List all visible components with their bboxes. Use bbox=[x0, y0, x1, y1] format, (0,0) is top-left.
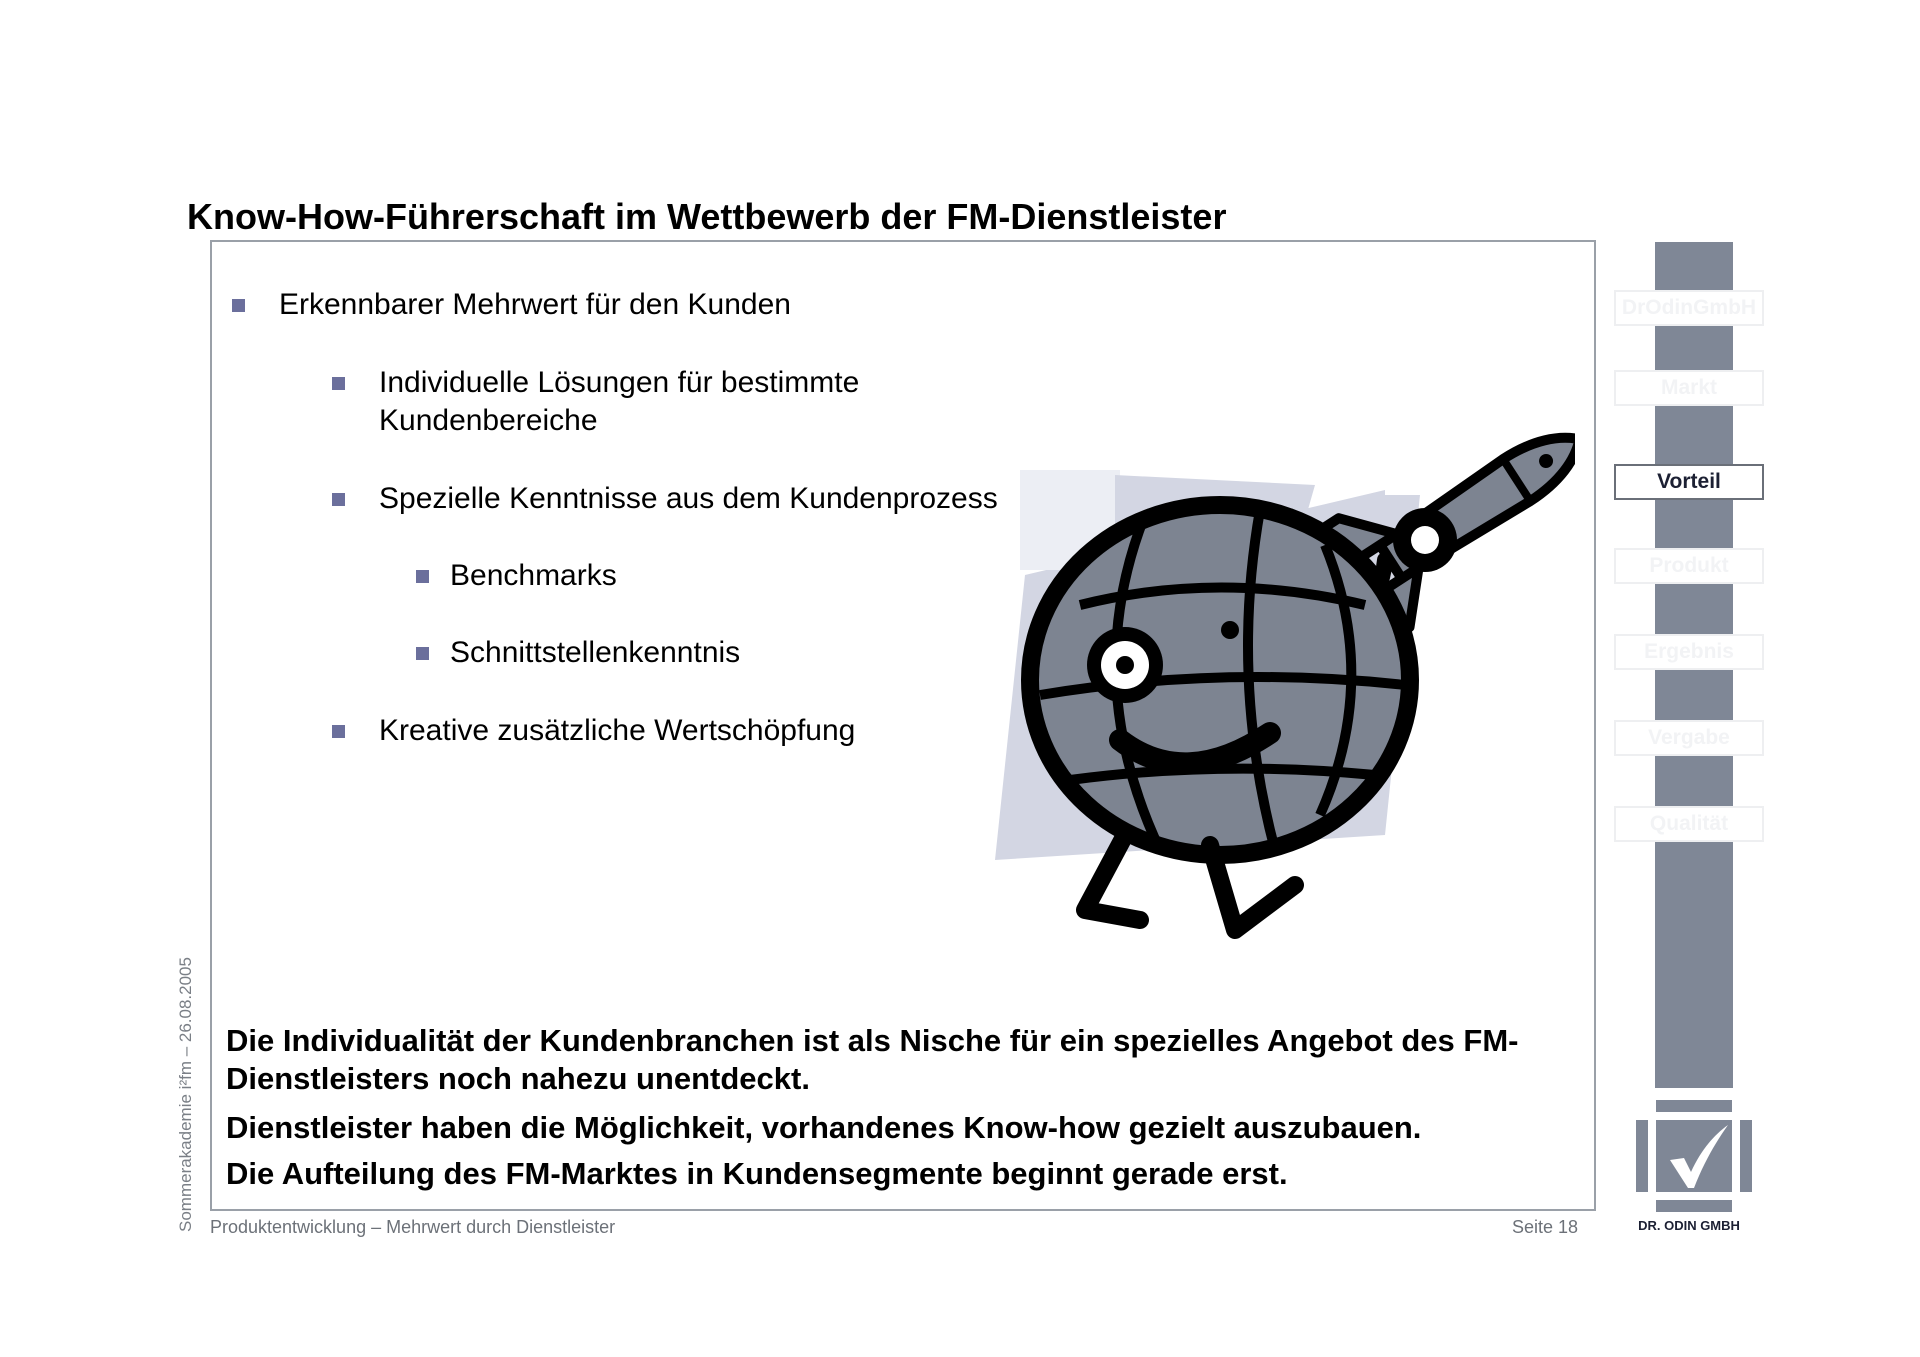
bullet-mehrwert bbox=[279, 286, 791, 324]
logo-text: DR. ODIN GMBH bbox=[1638, 1218, 1740, 1233]
bullet-text: Schnittstellenkenntnis bbox=[450, 636, 741, 669]
side-date-text: Sommerakademie i²fm – 26.08.2005 bbox=[176, 957, 195, 1232]
nav-item-vorteil[interactable]: Vorteil bbox=[1614, 464, 1764, 500]
globe-with-rocket-icon bbox=[985, 395, 1575, 945]
checkmark-icon bbox=[1636, 1100, 1752, 1212]
summary-line-4: Die Aufteilung des FM-Marktes in Kundensegmente beginnt gerade erst. bbox=[226, 1156, 1288, 1191]
bullet-square-icon bbox=[332, 377, 345, 390]
bullet-text-line1: Individuelle Lösungen für bestimmte bbox=[379, 366, 860, 399]
bullet-square-icon bbox=[332, 725, 345, 738]
bullet-schnittstellen bbox=[450, 634, 740, 672]
bullet-kenntnisse bbox=[379, 480, 998, 518]
summary-line-2: Dienstleisters noch nahezu unentdeckt. bbox=[226, 1061, 810, 1096]
bullet-square-icon bbox=[232, 299, 245, 312]
bullet-text: Kreative zusätzliche Wertschöpfung bbox=[379, 714, 856, 747]
bullet-loesungen bbox=[379, 364, 859, 440]
nav-item-vergabe[interactable]: Vergabe bbox=[1614, 720, 1764, 756]
nav-item-markt[interactable]: Markt bbox=[1614, 370, 1764, 406]
slide-title: Know-How-Führerschaft im Wettbewerb der FM-Dienstleister bbox=[187, 196, 1227, 237]
nav-item-drodingmbh[interactable]: DrOdinGmbH bbox=[1614, 290, 1764, 326]
bullet-text: Spezielle Kenntnisse aus dem Kundenprozess bbox=[379, 482, 998, 515]
bullet-wertschoepfung bbox=[379, 712, 855, 750]
bullet-benchmarks bbox=[450, 557, 617, 595]
bullet-square-icon bbox=[332, 493, 345, 506]
summary-line-3: Dienstleister haben die Möglichkeit, vorhandenes Know-how gezielt auszubauen. bbox=[226, 1110, 1422, 1145]
bullet-square-icon bbox=[416, 570, 429, 583]
nav-item-qualitaet[interactable]: Qualität bbox=[1614, 806, 1764, 842]
page-number: Seite 18 bbox=[1512, 1217, 1579, 1237]
footer-title: Produktentwicklung – Mehrwert durch Dienstleister bbox=[210, 1217, 616, 1237]
summary-line-1: Die Individualität der Kundenbranchen ist als Nische für ein spezielles Angebot des FM- bbox=[226, 1023, 1519, 1058]
bullet-square-icon bbox=[416, 647, 429, 660]
nav-item-produkt[interactable]: Produkt bbox=[1614, 548, 1764, 584]
bullet-text: Erkennbarer Mehrwert für den Kunden bbox=[279, 288, 791, 321]
bullet-text: Benchmarks bbox=[450, 559, 617, 592]
nav-item-ergebnis[interactable]: Ergebnis bbox=[1614, 634, 1764, 670]
bullet-text-line2: Kundenbereiche bbox=[379, 404, 598, 437]
